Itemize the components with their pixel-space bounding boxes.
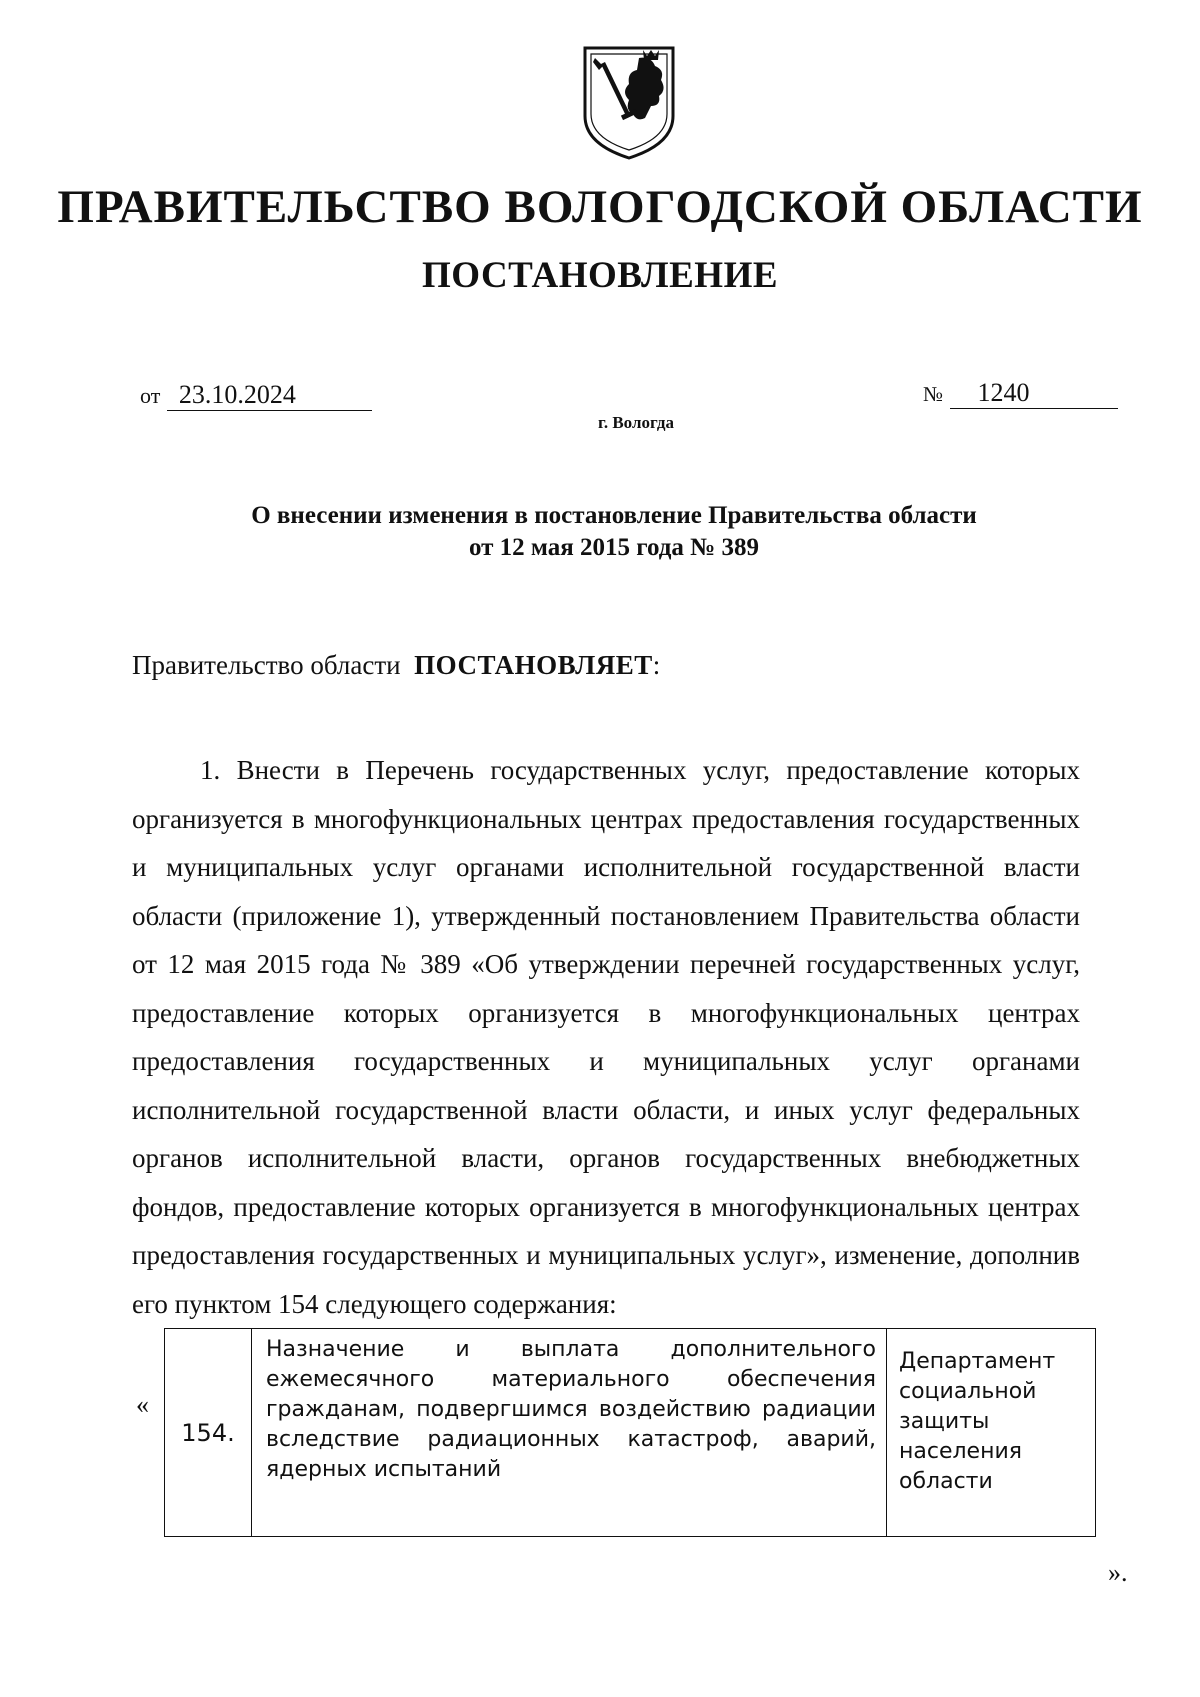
opening-quote: « — [136, 1390, 149, 1419]
date-value: 23.10.2024 — [167, 380, 372, 411]
date-label: от — [140, 383, 161, 408]
document-number — [923, 378, 1118, 409]
preamble-text: Правительство области — [132, 650, 401, 680]
vologda-coat-of-arms-icon — [581, 44, 677, 162]
number-label: № — [923, 382, 944, 406]
responsible-department: Департамент социальной защиты населения области — [887, 1329, 1096, 1537]
subject-line-2: от 12 мая 2015 года № 389 — [468, 534, 760, 561]
subject-line-1: О внесении изменения в постановление Правительства области — [251, 502, 977, 529]
preamble-colon: : — [652, 650, 661, 680]
document-subject — [0, 500, 1200, 564]
paragraph-1: 1. Внести в Перечень государственных услуг, предоставление которых организуется в многофункциональных центрах предоставления государственных и муниципальных услуг органами исполнительной государственной власти области (приложение 1), утвержденный постановлением Правительства области от 12 мая 2015 года № 389 «Об утверждении перечней государственных услуг, предоставление которых организуется в многофункциональных центрах предоставления государственных и муниципальных услуг органами исполнительной государственной власти области, и иных услуг федеральных органов исполнительной власти, органов государственных внебюджетных фондов, предоставление которых организуется в многофункциональных центрах предоставления государственных и муниципальных услуг», изменение, дополнив его пунктом 154 следующего содержания: — [132, 755, 1080, 1319]
row-number: 154. — [165, 1329, 252, 1537]
preamble-emphasis: ПОСТАНОВЛЯЕТ — [414, 650, 653, 680]
document-type: ПОСТАНОВЛЕНИЕ — [421, 255, 779, 296]
closing-quote: ». — [1108, 1558, 1128, 1587]
document-date — [140, 380, 372, 411]
service-name: Назначение и выплата дополнительного ежемесячного материального обеспечения гражданам, подвергшимся воздействию радиации вследствие радиационных катастроф, аварий, ядерных испытаний — [252, 1329, 887, 1537]
government-name: ПРАВИТЕЛЬСТВО ВОЛОГОДСКОЙ ОБЛАСТИ — [57, 181, 1143, 233]
table-row — [165, 1329, 1096, 1537]
number-value: 1240 — [950, 378, 1118, 409]
preamble — [132, 650, 660, 681]
city-name: г. Вологда — [598, 413, 674, 432]
service-entry-table — [164, 1328, 1096, 1537]
